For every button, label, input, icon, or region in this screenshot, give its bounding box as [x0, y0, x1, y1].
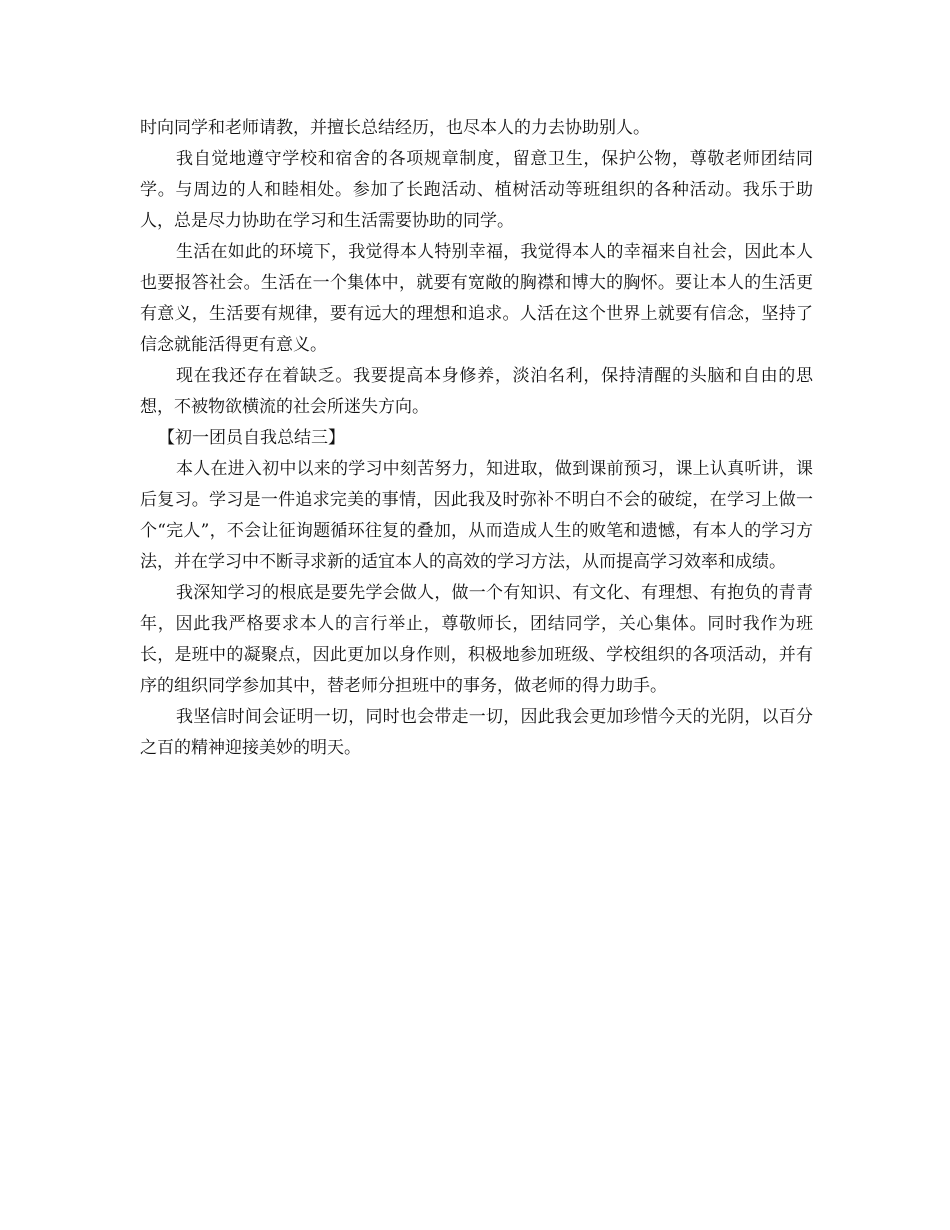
paragraph-conduct: 我深知学习的根底是要先学会做人，做一个有知识、有文化、有理想、有抱负的青青年，因此我严格要求本人的言行举止，尊敬师长，团结同学，关心集体。同时我作为班长，是班中的凝聚点，因此更加以身作则，积极地参加班级、学校组织的各项活动，并有序的组织同学参加其中，替老师分担班中的事务，做老师的得力助手。	[140, 583, 813, 696]
paragraph-study: 本人在进入初中以来的学习中刻苦努力，知进取，做到课前预习，课上认真听讲，课后复习。学习是一件追求完美的事情，因此我及时弥补不明白不会的破绽，在学习上做一个“完人”，不会让征询题循环往复的叠加，从而造成人生的败笔和遗憾，有本人的学习方法，并在学习中不断寻求新的适宜本人的高效的学习方法，从而提高学习效率和成绩。	[140, 459, 813, 572]
section-heading: 【初一团员自我总结三】	[158, 428, 345, 448]
paragraph-continuation: 时向同学和老师请教，并擅长总结经历，也尽本人的力去协助别人。	[140, 118, 650, 138]
paragraph-conclusion: 我坚信时间会证明一切，同时也会带走一切，因此我会更加珍惜今天的光阴，以百分之百的精神迎接美妙的明天。	[140, 707, 813, 758]
paragraph-discipline: 我自觉地遵守学校和宿舍的各项规章制度，留意卫生，保护公物，尊敬老师团结同学。与周边的人和睦相处。参加了长跑活动、植树活动等班组织的各种活动。我乐于助人，总是尽力协助在学习和生活需要协助的同学。	[140, 149, 813, 231]
paragraph-shortcomings: 现在我还存在着缺乏。我要提高本身修养，淡泊名利，保持清醒的头脑和自由的思想，不被物欲横流的社会所迷失方向。	[140, 366, 813, 417]
paragraph-life: 生活在如此的环境下，我觉得本人特别幸福，我觉得本人的幸福来自社会，因此本人也要报答社会。生活在一个集体中，就要有宽敞的胸襟和博大的胸怀。要让本人的生活更有意义，生活要有规律，要有远大的理想和追求。人活在这个世界上就要有信念，坚持了信念就能活得更有意义。	[140, 242, 813, 355]
document-body	[140, 113, 813, 764]
